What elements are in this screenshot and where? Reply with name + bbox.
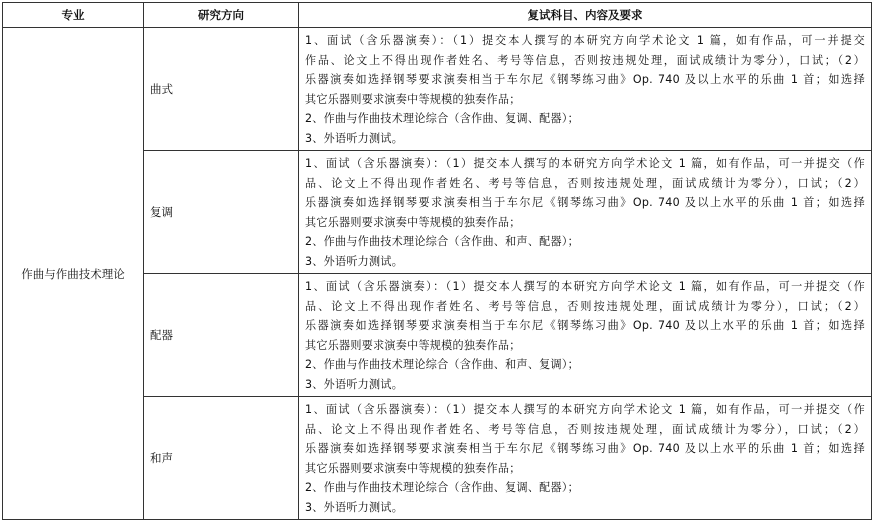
listening-test-requirement: 3、外语听力测试。 <box>305 377 404 391</box>
direction-cell: 和声 <box>144 397 299 520</box>
interview-requirement-line: 乐器演奏如选择钢琴要求演奏相当于车尔尼《钢琴练习曲》Op. 740 及以上水平的乐曲 1 首；如选择 <box>305 442 865 455</box>
header-direction: 研究方向 <box>144 3 299 28</box>
written-exam-requirement: 2、作曲与作曲技术理论综合（含作曲、和声、配器）； <box>305 235 580 248</box>
interview-requirement-line: 品、论文上不得出现作者姓名、考号等信息，否则按违规处理，面试成绩计为零分），口试；（2） <box>305 176 865 190</box>
interview-requirement-line: 其它乐器则要求演奏中等规模的独奏作品； <box>305 92 521 106</box>
interview-requirement-line: 1、面试（含乐器演奏）：（1）提交本人撰写的本研究方向学术论文 1 篇，如有作品，可一并提交（作 <box>305 280 865 293</box>
requirements-cell <box>299 28 872 151</box>
interview-requirement-line: 其它乐器则要求演奏中等规模的独奏作品； <box>305 215 521 229</box>
interview-requirement-line: 其它乐器则要求演奏中等规模的独奏作品； <box>305 338 521 352</box>
interview-requirement-line: 作品、论文上不得出现作者姓名、考号等信息，否则按违规处理，面试成绩计为零分），口试；（2） <box>305 53 865 67</box>
exam-requirements-table <box>2 2 872 520</box>
written-exam-requirement: 2、作曲与作曲技术理论综合（含作曲、和声、复调）； <box>305 358 580 371</box>
interview-requirement-line: 1、面试（含乐器演奏）：（1）提交本人撰写的本研究方向学术论文 1 篇，如有作品，可一并提交 <box>305 34 865 47</box>
table-body <box>3 28 872 520</box>
interview-requirement-line: 品、论文上不得出现作者姓名、考号等信息，否则按违规处理，面试成绩计为零分），口试；（2） <box>305 299 865 313</box>
direction-cell: 曲式 <box>144 28 299 151</box>
interview-requirement-line: 乐器演奏如选择钢琴要求演奏相当于车尔尼《钢琴练习曲》Op. 740 及以上水平的乐曲 1 首；如选择 <box>305 73 865 86</box>
written-exam-requirement: 2、作曲与作曲技术理论综合（含作曲、复调、配器）； <box>305 112 580 125</box>
interview-requirement-line: 乐器演奏如选择钢琴要求演奏相当于车尔尼《钢琴练习曲》Op. 740 及以上水平的乐曲 1 首；如选择 <box>305 196 865 209</box>
header-row <box>3 3 872 28</box>
interview-requirement-line: 乐器演奏如选择钢琴要求演奏相当于车尔尼《钢琴练习曲》Op. 740 及以上水平的乐曲 1 首；如选择 <box>305 319 865 332</box>
interview-requirement-line: 其它乐器则要求演奏中等规模的独奏作品； <box>305 461 521 475</box>
table-row <box>3 28 872 151</box>
major-cell: 作曲与作曲技术理论 <box>3 28 144 520</box>
requirements-cell <box>299 397 872 520</box>
direction-cell: 配器 <box>144 274 299 397</box>
requirements-cell <box>299 151 872 274</box>
listening-test-requirement: 3、外语听力测试。 <box>305 254 404 268</box>
listening-test-requirement: 3、外语听力测试。 <box>305 500 404 514</box>
interview-requirement-line: 品、论文上不得出现作者姓名、考号等信息，否则按违规处理，面试成绩计为零分），口试；（2） <box>305 422 865 436</box>
header-major: 专业 <box>3 3 144 28</box>
header-requirements: 复试科目、内容及要求 <box>299 3 872 28</box>
requirements-cell <box>299 274 872 397</box>
interview-requirement-line: 1、面试（含乐器演奏）：（1）提交本人撰写的本研究方向学术论文 1 篇，如有作品，可一并提交（作 <box>305 403 865 416</box>
direction-cell: 复调 <box>144 151 299 274</box>
listening-test-requirement: 3、外语听力测试。 <box>305 131 404 145</box>
written-exam-requirement: 2、作曲与作曲技术理论综合（含作曲、复调、配器）； <box>305 481 580 494</box>
interview-requirement-line: 1、面试（含乐器演奏）：（1）提交本人撰写的本研究方向学术论文 1 篇，如有作品，可一并提交（作 <box>305 157 865 170</box>
table-header <box>3 3 872 28</box>
